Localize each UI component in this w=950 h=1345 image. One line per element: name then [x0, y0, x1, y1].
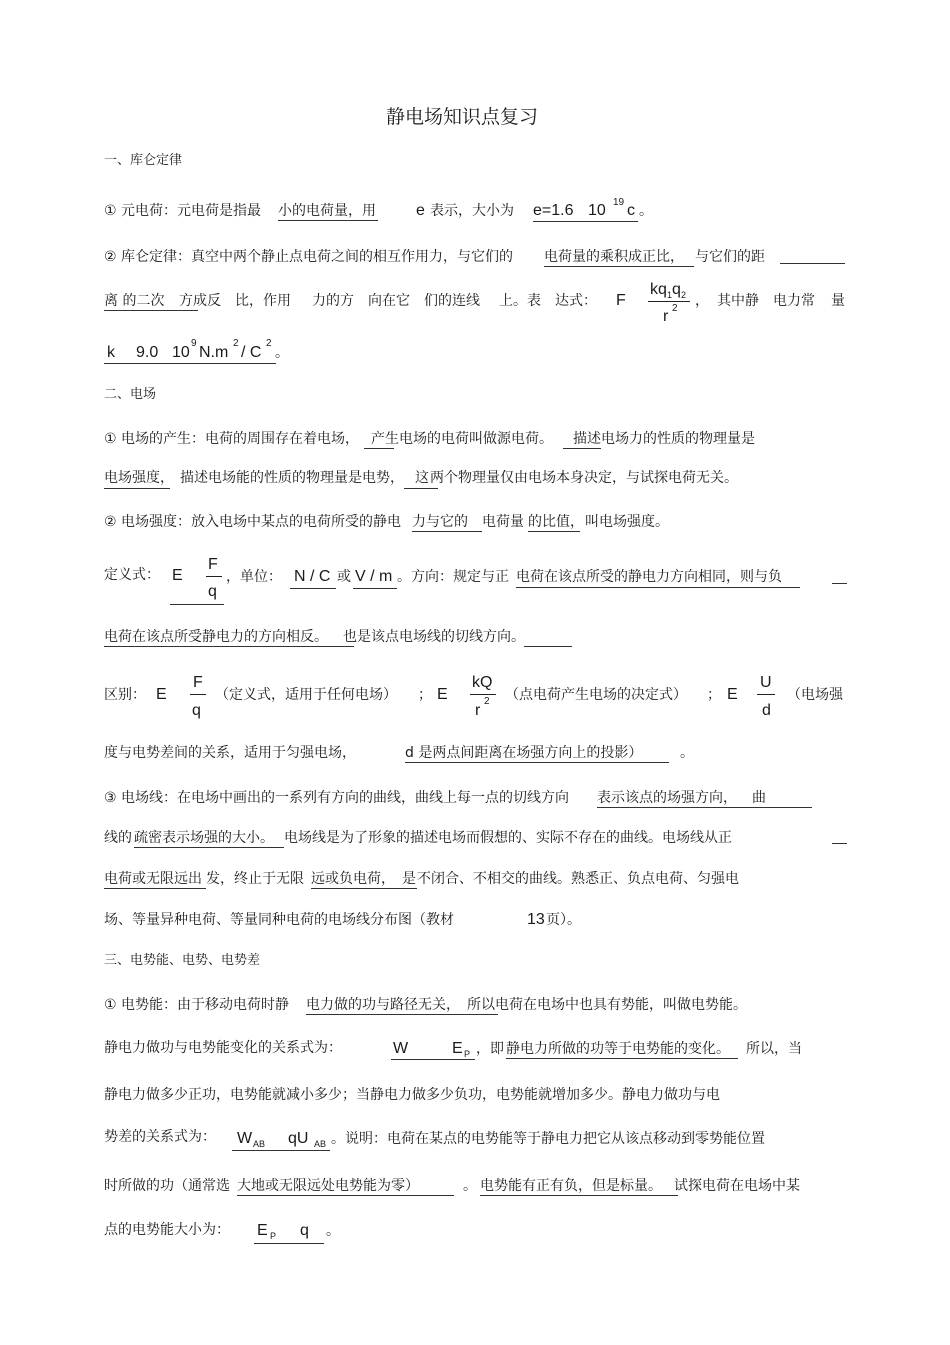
formula-unit: / C [241, 344, 262, 361]
formula-ten: 10 [588, 202, 606, 219]
text: 。 [639, 203, 653, 219]
text-underlined: 离 的二次 [104, 293, 165, 309]
section-heading-3: 三、电势能、电势、电势差 [104, 953, 261, 968]
formula-denominator: q [192, 702, 201, 719]
formula-E: E [452, 1040, 463, 1057]
formula-sub: 1 [667, 290, 673, 300]
formula-numerator: F [208, 556, 218, 573]
text: 与它们的距 [695, 249, 765, 265]
text: 。方向：规定与正 [397, 569, 509, 585]
formula-W: W [393, 1040, 409, 1057]
text: 产生电场的电荷叫做源电荷。 [371, 431, 553, 447]
underline [391, 1059, 475, 1060]
formula-ten: 10 [172, 344, 190, 361]
text: 页）。 [546, 912, 581, 928]
text-underlined: 表示该点的场强方向， [597, 790, 737, 806]
underline [480, 1195, 678, 1196]
formula-k: k [107, 344, 115, 361]
text: （定义式，适用于任何电场） [215, 687, 397, 703]
text: 场、等量异种电荷、等量同种电荷的电场线分布图（教材 [104, 912, 454, 928]
underline [506, 1058, 738, 1059]
text: ③ 电场线：在电场中画出的一系列有方向的曲线，曲线上每一点的切线方向 [104, 790, 569, 806]
symbol-e: e [416, 202, 425, 219]
text: 点的电势能大小为： [104, 1222, 230, 1238]
underline [278, 220, 378, 221]
formula-exponent: 2 [266, 338, 272, 349]
formula-numerator: F [193, 674, 203, 691]
formula-value: e=1.6 [533, 202, 574, 219]
formula-F: F [616, 292, 626, 309]
formula-value: 9.0 [136, 344, 159, 361]
text: 时所做的功（通常选 [104, 1178, 230, 1194]
underline [364, 448, 394, 449]
underline [170, 604, 224, 605]
underline [544, 266, 694, 267]
text-underlined: 电荷量的乘积成正比， [544, 249, 684, 265]
text: 不闭合、不相交的曲线。熟悉正、负点电荷、匀强电 [417, 871, 739, 887]
text: 电荷量 [482, 514, 524, 530]
text: 。 [463, 1178, 477, 1194]
formula-exponent: 2 [233, 338, 239, 349]
text: 也是该点电场线的切线方向。 [343, 629, 525, 645]
text-underlined: 力与它的 [412, 514, 468, 530]
text-underlined: 电荷在该点所受的静电力方向相同，则与负 [516, 569, 782, 585]
text: ② 电场强度：放入电场中某点的电荷所受的静电 [104, 514, 401, 530]
underline [254, 1243, 324, 1244]
formula-unit: N / C [294, 568, 331, 585]
text-underlined: 描述 [573, 431, 601, 447]
text-underlined: 电势能有正有负，但是标量。 [480, 1178, 662, 1194]
formula-unit: N.m [199, 344, 229, 361]
text: （电场强 [787, 687, 843, 703]
formula-numerator-q: q [672, 281, 681, 298]
text: 曲 [752, 790, 766, 806]
text: 两个物理量仅由电场本身决定，与试探电荷无关。 [430, 470, 738, 486]
text: 达式： [555, 293, 597, 309]
text-underlined: d 是两点间距离在场强方向上的投影） [405, 745, 643, 761]
text: 电场线是为了形象的描述电场而假想的、实际不存在的曲线。电场线从正 [284, 830, 732, 846]
text: ，即 [476, 1041, 504, 1057]
formula-unit: V / m [355, 568, 393, 585]
formula-denominator: q [208, 583, 217, 600]
text: ， [695, 293, 709, 309]
formula-unit: c [627, 202, 635, 219]
text: 表示，大小为 [430, 203, 514, 219]
formula-sub: 2 [681, 290, 687, 300]
text: 势差的关系式为： [104, 1129, 216, 1145]
text: 。 [680, 745, 694, 761]
underline [311, 888, 417, 889]
text: 度与电势差间的关系，适用于匀强电场， [104, 745, 356, 761]
fraction-bar [190, 694, 206, 695]
fraction-bar [470, 694, 496, 695]
page-reference: 13 [527, 911, 545, 928]
text-underlined: 远或负电荷， [311, 871, 395, 887]
underline [104, 310, 198, 311]
text: ② 库仑定律：真空中两个静止点电荷之间的相互作用力，与它们的 [104, 249, 513, 265]
fraction-bar [648, 301, 690, 302]
formula-denominator: r [663, 308, 669, 325]
underline [412, 531, 482, 532]
page-title: 静电场知识点复习 [386, 106, 539, 128]
text: 其中静 [717, 293, 759, 309]
text-underlined: 静电力所做的功等于电势能的变化。 [506, 1041, 730, 1057]
formula-denominator: r [475, 702, 481, 719]
underline [533, 221, 638, 222]
text: ① 电势能：由于移动电荷时静 [104, 997, 290, 1013]
text: ； [707, 687, 721, 703]
underline [353, 588, 397, 589]
underline [528, 531, 580, 532]
text: 描述电场能的性质的物理量是电势， [180, 470, 404, 486]
text-underlined: 电荷或无限远出 [104, 871, 202, 887]
underline [780, 263, 845, 264]
section-heading-2: 二、电场 [104, 387, 157, 402]
formula-W: W [237, 1130, 253, 1147]
formula-numerator: U [760, 674, 772, 691]
fraction-bar [206, 576, 222, 577]
text: 电场力的性质的物理量是 [601, 431, 755, 447]
text: 比，作用 [235, 293, 291, 309]
text: 量 [831, 293, 845, 309]
text-underlined: 是 [402, 871, 416, 887]
text: 静电力做功与电势能变化的关系式为： [104, 1040, 342, 1056]
text: 们的连线 [424, 293, 480, 309]
text: ① 元电荷：元电荷是指最 [104, 203, 262, 219]
underline [237, 1195, 454, 1196]
underline [232, 1150, 330, 1151]
text: ，单位： [226, 569, 282, 585]
formula-E: E [437, 686, 448, 703]
formula-E: E [727, 686, 738, 703]
underline [597, 807, 812, 808]
underline [306, 1014, 498, 1015]
formula-q: q [300, 1222, 309, 1239]
formula-denominator: d [762, 702, 771, 719]
text: 或 [337, 569, 351, 585]
text: ； [418, 687, 432, 703]
formula-sub: P [270, 1231, 277, 1241]
text-underlined: 电荷在该点所受静电力的方向相反。 [104, 629, 328, 645]
text: 。说明：电荷在某点的电势能等于静电力把它从该点移动到零势能位置 [331, 1131, 765, 1147]
text: 。 [326, 1223, 340, 1239]
text: 所以电荷在电场中也具有势能，叫做电势能。 [467, 997, 747, 1013]
underline [104, 888, 206, 889]
fraction-bar [757, 694, 775, 695]
text-underlined: 的比值， [528, 514, 584, 530]
paragraph-work-energy-cont: 静电力做多少正功，电势能就减小多少；当静电力做多少负功，电势能就增加多少。静电力做功与电 [104, 1087, 720, 1103]
text: 上。表 [499, 293, 541, 309]
underline [104, 363, 276, 364]
text: 向在它 [368, 293, 410, 309]
text: ① 电场的产生：电荷的周围存在着电场， [104, 431, 359, 447]
text: （点电荷产生电场的决定式） [505, 687, 687, 703]
formula-E: E [172, 567, 183, 584]
text: 发，终止于无限 [206, 871, 304, 887]
text-underlined: 这 [415, 470, 429, 486]
text: 线的 [104, 830, 132, 846]
underline [404, 488, 438, 489]
text: 所以，当 [746, 1041, 802, 1057]
text: 电力常 [773, 293, 815, 309]
section-heading-1: 一、库仑定律 [104, 153, 183, 168]
formula-numerator: kq [650, 281, 667, 298]
text: 区别： [104, 687, 146, 703]
underline [405, 762, 669, 763]
underline [104, 646, 354, 647]
underline [563, 448, 601, 449]
formula-sub: AB [253, 1139, 266, 1149]
formula-sub: P [464, 1049, 471, 1059]
underline [516, 587, 800, 588]
formula-exponent: 2 [672, 303, 678, 314]
formula-exponent: 9 [191, 338, 197, 349]
underline [290, 588, 336, 589]
underline [832, 583, 847, 584]
text: 叫电场强度。 [585, 514, 669, 530]
underline [134, 847, 284, 848]
text-underlined: 疏密表示场强的大小。 [134, 830, 274, 846]
underline [832, 843, 847, 844]
formula-exponent: 19 [613, 197, 625, 208]
formula-E: E [257, 1222, 268, 1239]
text-underlined: 电场强度， [104, 470, 174, 486]
text-underlined: 电力做的功与路径无关， [306, 997, 460, 1013]
formula-exponent: 2 [484, 696, 490, 707]
formula-qU: qU [288, 1130, 309, 1147]
formula-E: E [156, 686, 167, 703]
text: 试探电荷在电场中某 [674, 1178, 800, 1194]
text-underlined: 方成反 [179, 293, 221, 309]
text-underlined: 小的电荷量，用 [278, 203, 376, 219]
text: 定义式： [104, 567, 160, 583]
text-underlined: 大地或无限远处电势能为零） [237, 1178, 419, 1194]
formula-sub: AB [314, 1139, 327, 1149]
underline [104, 488, 170, 489]
text: 力的方 [312, 293, 354, 309]
underline [524, 646, 572, 647]
formula-numerator: kQ [472, 674, 493, 691]
text: 。 [275, 345, 289, 361]
